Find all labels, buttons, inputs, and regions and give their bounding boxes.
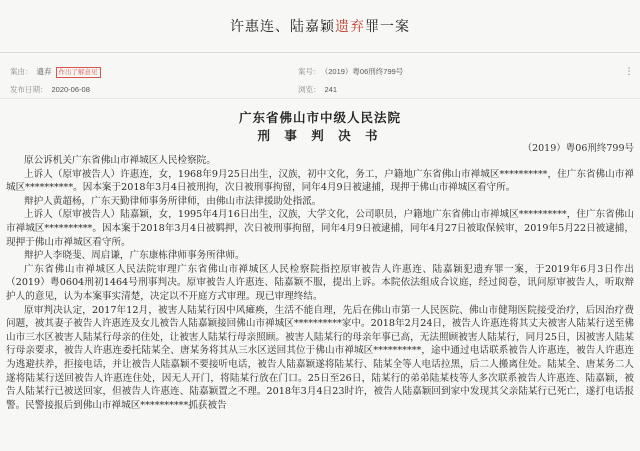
court-name: 广东省佛山市中级人民法院 [238, 110, 401, 125]
paragraph: 上诉人（原审被告人）许惠连，女，1968年9月25日出生，汉族，初中文化，务工，户籍地广东省佛山市禅城区**********，住广东省佛山市禅城区**********。因本案于2018年3月4日被刑拘，次日被刑事拘留，同年4月9日被逮捕，现押于佛山市禅城区看守所。 [6, 168, 634, 194]
meta-date [10, 84, 90, 95]
meta-case-number [298, 66, 403, 77]
paragraph: 上诉人（原审被告人）陆嘉颖，女，1995年4月16日出生，汉族，大学文化，公司职员，户籍地广东省佛山市禅城区**********，住广东省佛山市禅城区**********。因本案于2018年3月4日被羁押，次日被刑事拘留，同年4月9日被逮捕，同年4月27日被取保候审，2019年5月22日被逮捕，现押于佛山市禅城区看守所。 [6, 209, 634, 248]
verdict-heading: 刑 事 判 决 书 [257, 128, 383, 143]
case-number: （2019）粤06刑终799号 [522, 143, 634, 154]
cause-value[interactable]: 遗弃 [36, 67, 52, 76]
meta-views [298, 84, 337, 95]
date-label: 发布日期： [10, 85, 48, 94]
more-dots-icon[interactable]: ⋮ [624, 67, 634, 77]
paragraph: 原公诉机关广东省佛山市禅城区人民检察院。 [24, 155, 216, 166]
judgment-body [6, 154, 634, 412]
caseno-value: （2019）粤06刑终799号 [324, 67, 404, 76]
views-label: 浏览： [298, 85, 321, 94]
paragraph: 辩护人黄超杨，广东天勤律师事务所律师，由佛山市法律援助处指派。 [24, 195, 322, 207]
paragraph: 原审判决认定，2017年12月，被害人陆某行因中风瘫痪，生活不能自理，先后在佛山市第一人民医院、佛山市健翔医院接受治疗，后因治疗费问题，被其妻子被告人许惠连及女儿被告人陆嘉颖接回佛山市禅城区**********家中。2018年2月24日，被告人许惠连将其丈夫被害人陆某行送至佛山市三水区被害人陆某行母亲的住处，让被害人陆某行母亲照顾。被害人陆某行的母亲年事已高，无法照顾被害人陆某行，同月25日，因被害人陆某行母亲要求，被告人许惠连委托陆某全、唐某务将其从三水区送回其位于佛山市禅城区**********，途中通过电话联系被告人许惠连，被告人许惠连为逃避扶养，拒接电话，并让被告人陆嘉颖不要接听电话，被告人陆嘉颖遂将陆某行、陆某全等人电话拉黑，后二人搬离住处。陆某全、唐某务二人遂将陆某行送回被告人许惠连住处，因无人开门，将陆某行放在门口。25日至26日，陆某行的弟弟陆某枝等人多次联系被告人许惠连、陆嘉颖，被告人陆某行已被送回家，但被告人许惠连、陆嘉颖置之不理。2018年3月4日23时许，被告人陆嘉颖回到家中发现其父亲陆某行已死亡，遂打电话报警。民警接报后到佛山市禅城区**********抓获被告 [6, 304, 634, 411]
caseno-label: 案号： [298, 67, 321, 76]
title-part-1: 许惠连、陆嘉颖 [230, 18, 335, 34]
title-highlight: 遗弃 [335, 18, 365, 34]
cause-tag[interactable]: 作出了解意见 [56, 67, 101, 78]
divider [0, 52, 640, 53]
views-value: 241 [324, 85, 338, 94]
document-title [0, 16, 640, 36]
date-value: 2020-06-08 [51, 85, 90, 94]
divider [0, 98, 640, 99]
paragraph: 辩护人李晓斐、周启谦，广东康栋律师事务所律师。 [24, 250, 245, 262]
meta-cause [10, 66, 101, 78]
cause-label: 案由： [10, 67, 33, 76]
paragraph: 广东省佛山市禅城区人民法院审理广东省佛山市禅城区人民检察院指控原审被告人许惠连、陆嘉颖犯遗弃罪一案，于2019年6月3日作出（2019）粤0604刑初1464号刑事判决。原审被告人许惠连、陆嘉颖不服，提出上诉。本院依法组成合议庭，经过阅卷，讯问原审被告人，听取辩护人的意见，认为本案事实清楚，决定以不开庭方式审理。现已审理终结。 [6, 263, 634, 302]
title-part-2: 罪一案 [365, 18, 410, 34]
